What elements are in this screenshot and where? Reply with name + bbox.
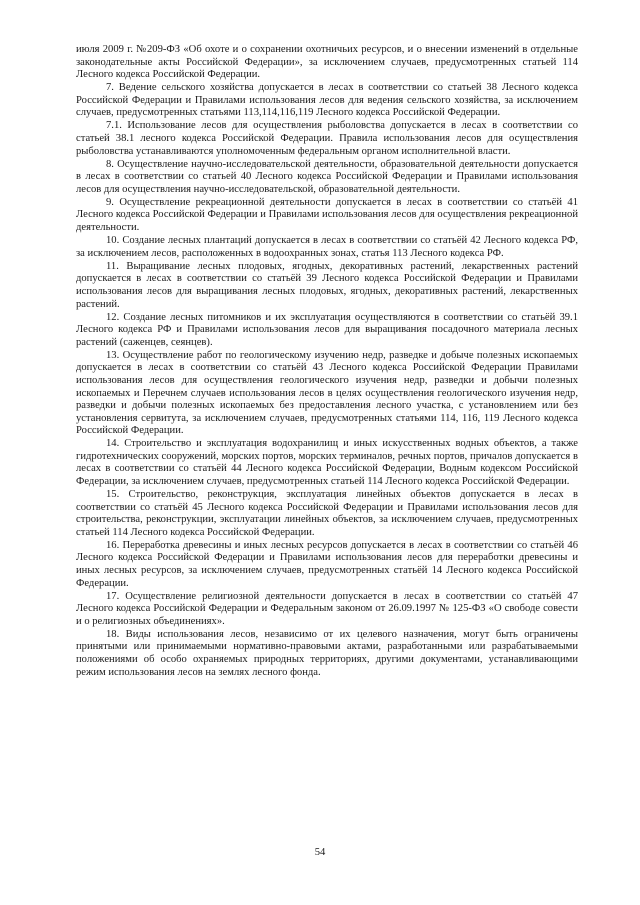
paragraph: 17. Осуществление религиозной деятельности допускается в лесах в соответствии со статьёй 47 Лесного кодекса Российской Федерации и Федеральным законом от 26.09.1997 № 125-ФЗ «О свободе совести и о религиозных объединениях». (76, 590, 578, 627)
paragraph: 18. Виды использования лесов, независимо от их целевого назначения, могут быть ограничены принятыми или принимаемыми нормативно-правовыми актами, разработанными или разрабатываемыми положениями об особо охраняемых природных территориях, другими документами, устанавливающими режим использования лесов на землях лесного фонда. (76, 628, 578, 678)
paragraph: 7. Ведение сельского хозяйства допускается в лесах в соответствии со статьей 38 Лесного кодекса Российской Федерации и Правилами использования лесов для ведения сельского хозяйства, за исключением случаев, предусмотренных статьями 113,114,116,119 Лесного кодекса Российской Федерации. (76, 82, 578, 119)
paragraph: 11. Выращивание лесных плодовых, ягодных, декоративных растений, лекарственных растений допускается в лесах в соответствии со статьёй 39 Лесного кодекса Российской Федерации и Правилами использования лесов для выращивания лесных плодовых, ягодных, декоративных растений, лекарственных растений. (76, 260, 578, 310)
page-number: 54 (314, 847, 326, 858)
paragraph: 12. Создание лесных питомников и их эксплуатация осуществляются в соответствии со статьёй 39.1 Лесного кодекса РФ и Правилами использования лесов для выращивания посадочного материала лесных растений (саженцев, сеянцев). (76, 311, 578, 348)
paragraph: 9. Осуществление рекреационной деятельности допускается в лесах в соответствии со статьёй 41 Лесного кодекса Российской Федерации и Правилами использования лесов для осуществления рекреационной деятельности. (76, 196, 578, 234)
document-body (76, 44, 578, 680)
paragraph: 10. Создание лесных плантаций допускается в лесах в соответствии со статьёй 42 Лесного кодекса РФ, за исключением лесов, расположенных в водоохранных зонах, статья 113 Лесного кодекса РФ. (76, 235, 578, 259)
paragraph: 14. Строительство и эксплуатация водохранилищ и иных искусственных водных объектов, а также гидротехнических сооружений, морских портов, морских терминалов, речных портов, причалов допускается в лесах в соответствии со статьёй 44 Лесного кодекса Российской Федерации, Водным кодексом Российской Федерации, за исключением случаев, предусмотренных статьей 114 Лесного кодекса Российской Федерации. (76, 438, 578, 487)
paragraph: июля 2009 г. №209-ФЗ «Об охоте и о сохранении охотничьих ресурсов, и о внесении изменений в отдельные законодательные акты Российской Федерации», за исключением случаев, предусмотренных статьей 114 Лесного кодекса Российской Федерации. (76, 44, 578, 81)
paragraph: 8. Осуществление научно-исследовательской деятельности, образовательной деятельности допускается в лесах в соответствии со статьей 40 Лесного кодекса Российской Федерации и Правилами использования лесов для осуществления научно-исследовательской, образовательной деятельности. (76, 158, 578, 195)
paragraph: 16. Переработка древесины и иных лесных ресурсов допускается в лесах в соответствии со статьёй 46 Лесного кодекса Российской Федерации и Правилами использования лесов для переработки древесины и иных лесных ресурсов, за исключением случаев, предусмотренных статьёй 14 Лесного кодекса Российской Федерации. (76, 539, 578, 589)
paragraph: 15. Строительство, реконструкция, эксплуатация линейных объектов допускается в лесах в соответствии со статьёй 45 Лесного кодекса Российской Федерации и Правилами использования лесов для строительства, реконструкции, эксплуатации линейных объектов, за исключением случаев, предусмотренных статьей 114 Лесного кодекса Российской Федерации. (76, 489, 578, 538)
paragraph: 7.1. Использование лесов для осуществления рыболовства допускается в лесах в соответствии со статьей 38.1 лесного кодекса Российской Федерации. Правила использования лесов для осуществления рыболовства устанавливаются уполномоченным федеральным органом исполнительной власти. (76, 120, 578, 157)
paragraph: 13. Осуществление работ по геологическому изучению недр, разведке и добыче полезных ископаемых допускается в лесах в соответствии со статьёй 43 Лесного кодекса Российской Федерации Правилами использования лесов для осуществления геологического изучения недр, разведки и добычи полезных ископаемых и Перечнем случаев использования лесов в целях осуществления геологического изучения недр, разведки и добычи полезных ископаемых без предоставления лесного участка, с установлением или без установления сервитута, за исключением случаев, предусмотренных статьями 114, 116, 119 Лесного кодекса Российской Федерации. (76, 349, 578, 437)
